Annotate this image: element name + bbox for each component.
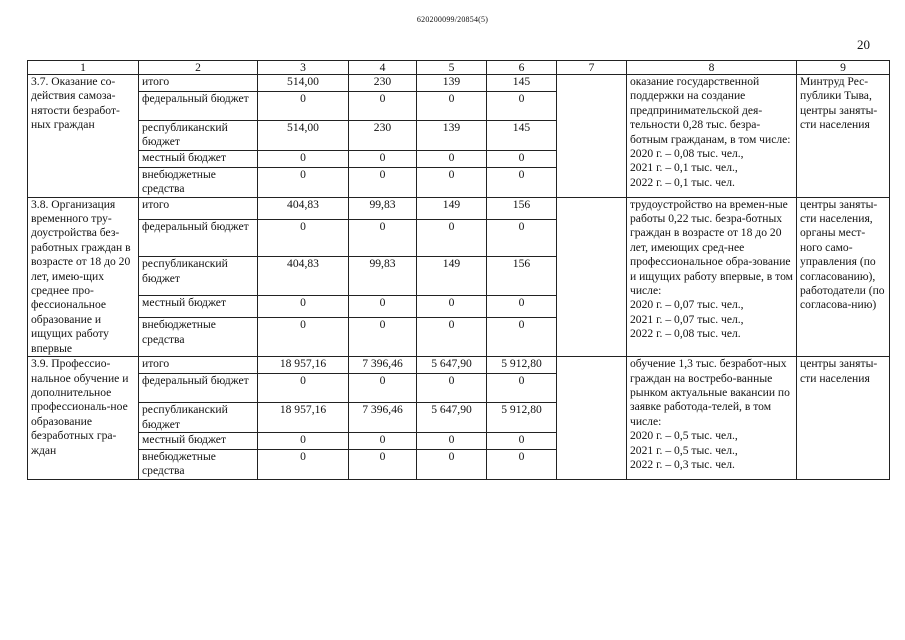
value-cell: 99,83 [349, 197, 417, 219]
funding-source: местный бюджет [139, 150, 258, 167]
value-cell: 0 [417, 92, 487, 121]
value-cell: 0 [487, 92, 557, 121]
expected-result: трудоустройство на времен-ные работы 0,22 тыс. безра-ботных граждан в возрасте от 18 до 20 лет, имеющих сред-нее профессиональное обра-зование и ищущих работу впервые, в том числе: 2020 г. – 0,07 тыс. чел., 2021 г. – 0,07 тыс. чел., 2022 г. – 0,08 тыс. чел. [627, 197, 797, 356]
value-cell: 0 [417, 449, 487, 479]
value-cell: 5 647,90 [417, 403, 487, 433]
value-cell: 139 [417, 75, 487, 92]
value-cell: 0 [258, 150, 349, 167]
value-cell: 18 957,16 [258, 403, 349, 433]
value-cell: 0 [258, 167, 349, 197]
column-header: 6 [487, 61, 557, 75]
value-cell: 0 [349, 449, 417, 479]
value-cell: 0 [487, 167, 557, 197]
budget-table [27, 60, 890, 480]
value-cell: 0 [258, 449, 349, 479]
executor: центры заняты-сти населения [797, 357, 890, 480]
column-header: 2 [139, 61, 258, 75]
value-cell: 0 [417, 318, 487, 357]
empty-cell [557, 197, 627, 356]
value-cell: 149 [417, 257, 487, 296]
value-cell: 0 [258, 219, 349, 257]
table-row [28, 75, 890, 92]
empty-cell [557, 75, 627, 198]
expected-result: обучение 1,3 тыс. безработ-ных граждан на востребо-ванные рынком актуальные вакансии по заявке работода-телей, в том числе: 2020 г. – 0,5 тыс. чел., 2021 г. – 0,5 тыс. чел., 2022 г. – 0,3 тыс. чел. [627, 357, 797, 480]
value-cell: 0 [258, 296, 349, 318]
value-cell: 145 [487, 75, 557, 92]
value-cell: 0 [487, 150, 557, 167]
column-header: 8 [627, 61, 797, 75]
funding-source: республиканский бюджет [139, 121, 258, 151]
value-cell: 0 [258, 374, 349, 403]
value-cell: 0 [349, 219, 417, 257]
funding-source: внебюджетные средства [139, 449, 258, 479]
executor: Минтруд Рес-публики Тыва, центры заняты-сти населения [797, 75, 890, 198]
section-title: 3.7. Оказание со-действия самоза-нятости безработ-ных граждан [28, 75, 139, 198]
value-cell: 0 [417, 219, 487, 257]
value-cell: 0 [349, 296, 417, 318]
table-row [28, 357, 890, 374]
value-cell: 230 [349, 121, 417, 151]
value-cell: 5 647,90 [417, 357, 487, 374]
column-header: 5 [417, 61, 487, 75]
value-cell: 0 [258, 318, 349, 357]
value-cell: 0 [487, 318, 557, 357]
value-cell: 145 [487, 121, 557, 151]
funding-source: внебюджетные средства [139, 318, 258, 357]
table-row [28, 197, 890, 219]
value-cell: 149 [417, 197, 487, 219]
value-cell: 156 [487, 197, 557, 219]
column-header: 9 [797, 61, 890, 75]
value-cell: 0 [487, 296, 557, 318]
column-header: 3 [258, 61, 349, 75]
funding-source: итого [139, 75, 258, 92]
column-header: 4 [349, 61, 417, 75]
value-cell: 156 [487, 257, 557, 296]
value-cell: 0 [349, 374, 417, 403]
value-cell: 5 912,80 [487, 357, 557, 374]
column-header: 7 [557, 61, 627, 75]
value-cell: 0 [258, 432, 349, 449]
value-cell: 0 [487, 219, 557, 257]
value-cell: 0 [258, 92, 349, 121]
value-cell: 0 [349, 167, 417, 197]
column-header: 1 [28, 61, 139, 75]
value-cell: 0 [487, 374, 557, 403]
page-number: 20 [857, 37, 870, 52]
value-cell: 0 [487, 449, 557, 479]
value-cell: 514,00 [258, 75, 349, 92]
funding-source: внебюджетные средства [139, 167, 258, 197]
value-cell: 0 [417, 150, 487, 167]
funding-source: республиканский бюджет [139, 403, 258, 433]
value-cell: 404,83 [258, 257, 349, 296]
value-cell: 0 [417, 167, 487, 197]
funding-source: местный бюджет [139, 296, 258, 318]
value-cell: 139 [417, 121, 487, 151]
funding-source: местный бюджет [139, 432, 258, 449]
executor: центры заняты-сти населения, органы мест-ного само-управления (по согласованию), работодатели (по согласова-нию) [797, 197, 890, 356]
funding-source: итого [139, 197, 258, 219]
header-row [28, 61, 890, 75]
value-cell: 0 [349, 318, 417, 357]
value-cell: 230 [349, 75, 417, 92]
value-cell: 0 [349, 150, 417, 167]
funding-source: итого [139, 357, 258, 374]
value-cell: 18 957,16 [258, 357, 349, 374]
funding-source: федеральный бюджет [139, 92, 258, 121]
section-title: 3.8. Организация временного тру-доустройства без-работных граждан в возрасте от 18 до 20 лет, имею-щих среднее про-фессиональное образование и ищущих работу впервые [28, 197, 139, 356]
value-cell: 404,83 [258, 197, 349, 219]
value-cell: 5 912,80 [487, 403, 557, 433]
section-title: 3.9. Профессио-нальное обучение и дополнительное профессиональ-ное образование безработных гра-ждан [28, 357, 139, 480]
expected-result: оказание государственной поддержки на создание предпринимательской дея-тельности 0,28 тыс. безра-ботным гражданам, в том числе: 2020 г. – 0,08 тыс. чел., 2021 г. – 0,1 тыс. чел., 2022 г. – 0,1 тыс. чел. [627, 75, 797, 198]
value-cell: 0 [417, 296, 487, 318]
value-cell: 514,00 [258, 121, 349, 151]
value-cell: 0 [487, 432, 557, 449]
document-code: 620200099/20854(5) [416, 15, 489, 24]
value-cell: 0 [349, 92, 417, 121]
value-cell: 7 396,46 [349, 357, 417, 374]
value-cell: 0 [417, 374, 487, 403]
funding-source: федеральный бюджет [139, 219, 258, 257]
value-cell: 99,83 [349, 257, 417, 296]
empty-cell [557, 357, 627, 480]
value-cell: 7 396,46 [349, 403, 417, 433]
value-cell: 0 [417, 432, 487, 449]
funding-source: республиканский бюджет [139, 257, 258, 296]
value-cell: 0 [349, 432, 417, 449]
funding-source: федеральный бюджет [139, 374, 258, 403]
